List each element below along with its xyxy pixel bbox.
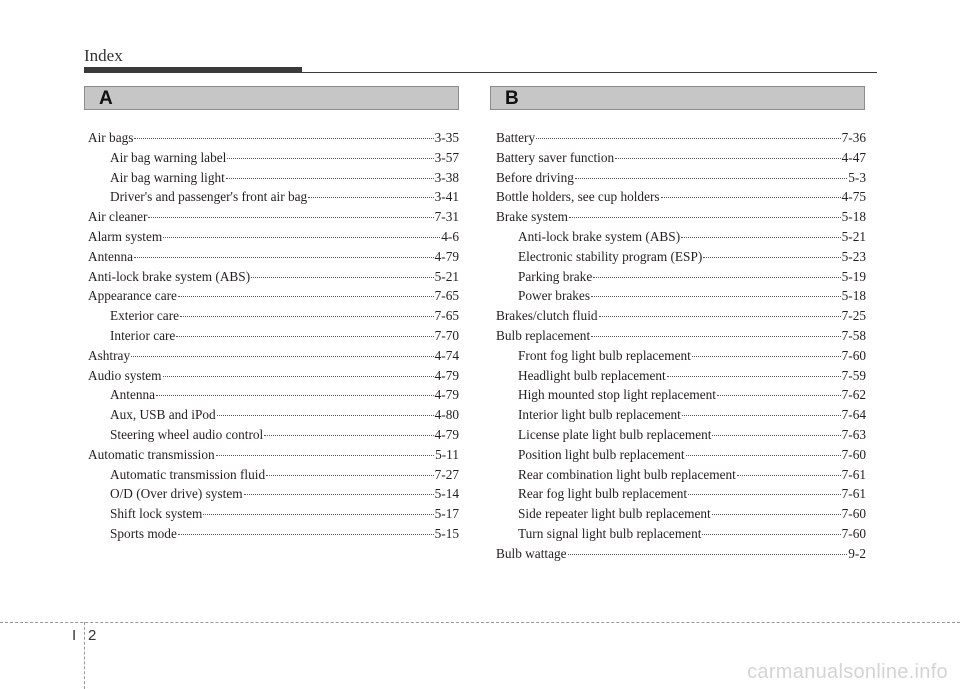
leader-dots <box>148 217 433 218</box>
entry-text: Automatic transmission <box>88 446 215 462</box>
leader-dots <box>226 178 434 179</box>
index-subentry <box>496 346 866 366</box>
index-subentry <box>496 286 866 306</box>
index-entry <box>496 187 866 207</box>
entry-text: Bottle holders, see cup holders <box>496 189 660 205</box>
entry-text: Audio system <box>88 367 162 383</box>
section-header-a <box>84 86 459 110</box>
entry-text: Side repeater light bulb replacement <box>518 506 711 522</box>
leader-dots <box>134 257 434 258</box>
leader-dots <box>178 534 434 535</box>
index-subentry <box>496 465 866 485</box>
leader-dots <box>217 415 434 416</box>
entry-text: Antenna <box>110 387 156 403</box>
section-letter-b: B <box>505 88 519 109</box>
entry-page: 5-19 <box>841 268 866 284</box>
entry-text: Turn signal light bulb replacement <box>518 525 702 541</box>
index-entry <box>88 286 459 306</box>
entry-page: 4-79 <box>434 387 459 403</box>
index-subentry <box>496 227 866 247</box>
entry-page: 5-18 <box>841 288 866 304</box>
index-subentry <box>496 366 866 386</box>
index-entry <box>496 168 866 188</box>
entry-text: Anti-lock brake system (ABS) <box>88 268 251 284</box>
entry-page: 4-79 <box>434 426 459 442</box>
entry-page: 7-27 <box>434 466 459 482</box>
index-subentry <box>88 168 459 188</box>
index-column-b <box>496 128 866 564</box>
leader-dots <box>661 197 841 198</box>
leader-dots <box>717 395 841 396</box>
entry-page: 3-38 <box>434 169 459 185</box>
leader-dots <box>251 277 434 278</box>
index-entry <box>496 128 866 148</box>
leader-dots <box>593 277 840 278</box>
index-subentry <box>88 187 459 207</box>
entry-page: 7-36 <box>841 130 866 145</box>
footer-page-number: 2 <box>88 627 97 644</box>
entry-page: 5-21 <box>841 228 866 244</box>
footer-margin-rule <box>84 622 85 689</box>
index-entry <box>88 128 459 148</box>
entry-text: Electronic stability program (ESP) <box>518 248 703 264</box>
entry-page: 5-18 <box>841 209 866 225</box>
entry-text: Shift lock system <box>110 506 203 522</box>
leader-dots <box>203 514 433 515</box>
index-entry <box>88 227 459 247</box>
entry-page: 5-14 <box>434 486 459 502</box>
index-entry <box>496 326 866 346</box>
leader-dots <box>575 178 847 179</box>
leader-dots <box>266 475 434 476</box>
leader-dots <box>131 356 434 357</box>
entry-text: Steering wheel audio control <box>110 426 264 442</box>
entry-page: 5-21 <box>434 268 459 284</box>
entry-page: 4-6 <box>441 228 459 244</box>
section-letter-a: A <box>99 88 113 109</box>
index-subentry <box>496 425 866 445</box>
entry-page: 7-60 <box>841 347 866 363</box>
index-subentry <box>496 524 866 544</box>
entry-page: 5-3 <box>848 169 866 185</box>
index-subentry <box>496 484 866 504</box>
index-entry <box>496 148 866 168</box>
entry-text: Alarm system <box>88 228 163 244</box>
entry-text: Aux, USB and iPod <box>110 407 216 423</box>
entry-text: Bulb replacement <box>496 327 591 343</box>
entry-page: 7-25 <box>841 308 866 324</box>
entry-text: Exterior care <box>110 308 180 324</box>
entry-page: 7-65 <box>434 288 459 304</box>
entry-page: 7-70 <box>434 327 459 343</box>
entry-text: High mounted stop light replacement <box>518 387 716 403</box>
entry-text: Brakes/clutch fluid <box>496 308 598 324</box>
entry-page: 7-61 <box>841 486 866 502</box>
index-subentry <box>88 148 459 168</box>
leader-dots <box>591 336 840 337</box>
leader-dots <box>156 395 434 396</box>
index-subentry <box>496 405 866 425</box>
leader-dots <box>308 197 433 198</box>
index-subentry <box>496 385 866 405</box>
entry-text: Automatic transmission fluid <box>110 466 266 482</box>
leader-dots <box>178 296 434 297</box>
header-rule <box>84 72 877 73</box>
watermark: carmanualsonline.info <box>747 661 948 683</box>
leader-dots <box>591 296 841 297</box>
index-entry <box>88 247 459 267</box>
entry-text: Interior care <box>110 327 176 343</box>
index-entry <box>88 445 459 465</box>
index-entry <box>88 366 459 386</box>
entry-page: 7-60 <box>841 446 866 462</box>
entry-page: 5-23 <box>841 248 866 264</box>
entry-text: Battery saver function <box>496 149 615 165</box>
entry-text: Air cleaner <box>88 209 148 225</box>
entry-text: Air bag warning light <box>110 169 225 185</box>
leader-dots <box>686 455 841 456</box>
page-title: Index <box>84 46 123 65</box>
leader-dots <box>667 376 841 377</box>
entry-text: Driver's and passenger's front air bag <box>110 189 308 205</box>
entry-text: Bulb wattage <box>496 545 567 561</box>
index-subentry <box>88 306 459 326</box>
footer-section-label: I <box>72 627 77 644</box>
leader-dots <box>244 494 434 495</box>
leader-dots <box>536 138 840 139</box>
leader-dots <box>569 217 841 218</box>
leader-dots <box>703 257 840 258</box>
index-subentry <box>496 267 866 287</box>
index-entry <box>496 306 866 326</box>
entry-page: 5-15 <box>434 525 459 541</box>
index-subentry <box>496 247 866 267</box>
leader-dots <box>134 138 433 139</box>
entry-text: Anti-lock brake system (ABS) <box>518 228 681 244</box>
entry-page: 7-65 <box>434 308 459 324</box>
entry-page: 3-41 <box>434 189 459 205</box>
entry-text: Brake system <box>496 209 569 225</box>
index-entry <box>496 544 866 564</box>
entry-text: Headlight bulb replacement <box>518 367 666 383</box>
section-header-b <box>490 86 865 110</box>
index-subentry <box>88 425 459 445</box>
entry-page: 7-31 <box>434 209 459 225</box>
leader-dots <box>599 316 841 317</box>
entry-text: Power brakes <box>518 288 591 304</box>
entry-text: Battery <box>496 130 536 145</box>
index-subentry <box>88 405 459 425</box>
entry-text: Position light bulb replacement <box>518 446 685 462</box>
leader-dots <box>681 237 841 238</box>
entry-page: 7-64 <box>841 407 866 423</box>
index-subentry <box>88 385 459 405</box>
index-entry <box>496 207 866 227</box>
entry-page: 4-79 <box>434 248 459 264</box>
leader-dots <box>682 415 841 416</box>
index-entry <box>88 267 459 287</box>
leader-dots <box>216 455 434 456</box>
entry-page: 7-61 <box>841 466 866 482</box>
leader-dots <box>176 336 433 337</box>
leader-dots <box>712 514 841 515</box>
leader-dots <box>163 376 434 377</box>
entry-page: 9-2 <box>848 545 866 561</box>
entry-text: Air bags <box>88 130 134 145</box>
entry-page: 3-35 <box>434 130 459 145</box>
entry-text: License plate light bulb replacement <box>518 426 712 442</box>
index-subentry <box>496 504 866 524</box>
entry-text: Rear fog light bulb replacement <box>518 486 688 502</box>
entry-page: 4-80 <box>434 407 459 423</box>
entry-page: 7-62 <box>841 387 866 403</box>
entry-text: Parking brake <box>518 268 593 284</box>
index-entry <box>88 207 459 227</box>
leader-dots <box>702 534 840 535</box>
entry-text: O/D (Over drive) system <box>110 486 243 502</box>
leader-dots <box>163 237 440 238</box>
entry-page: 7-60 <box>841 525 866 541</box>
entry-page: 7-63 <box>841 426 866 442</box>
entry-page: 3-57 <box>434 149 459 165</box>
index-entry <box>88 346 459 366</box>
index-subentry <box>496 445 866 465</box>
entry-text: Front fog light bulb replacement <box>518 347 691 363</box>
entry-page: 7-58 <box>841 327 866 343</box>
leader-dots <box>737 475 841 476</box>
entry-page: 7-59 <box>841 367 866 383</box>
entry-page: 4-79 <box>434 367 459 383</box>
index-subentry <box>88 465 459 485</box>
index-subentry <box>88 524 459 544</box>
leader-dots <box>568 554 848 555</box>
index-subentry <box>88 484 459 504</box>
leader-dots <box>688 494 841 495</box>
entry-page: 7-60 <box>841 506 866 522</box>
entry-text: Rear combination light bulb replacement <box>518 466 736 482</box>
leader-dots <box>692 356 841 357</box>
entry-text: Ashtray <box>88 347 131 363</box>
entry-page: 4-75 <box>841 189 866 205</box>
entry-text: Air bag warning label <box>110 149 227 165</box>
entry-text: Appearance care <box>88 288 177 304</box>
entry-text: Sports mode <box>110 525 177 541</box>
index-subentry <box>88 504 459 524</box>
entry-page: 4-74 <box>434 347 459 363</box>
footer-rule <box>0 622 960 623</box>
leader-dots <box>180 316 434 317</box>
entry-page: 5-11 <box>435 446 459 462</box>
entry-page: 4-47 <box>841 149 866 165</box>
entry-text: Interior light bulb replacement <box>518 407 681 423</box>
leader-dots <box>712 435 840 436</box>
leader-dots <box>615 158 840 159</box>
entry-text: Antenna <box>88 248 134 264</box>
entry-page: 5-17 <box>434 506 459 522</box>
leader-dots <box>264 435 433 436</box>
index-subentry <box>88 326 459 346</box>
leader-dots <box>227 158 433 159</box>
entry-text: Before driving <box>496 169 574 185</box>
index-column-a <box>88 128 459 544</box>
